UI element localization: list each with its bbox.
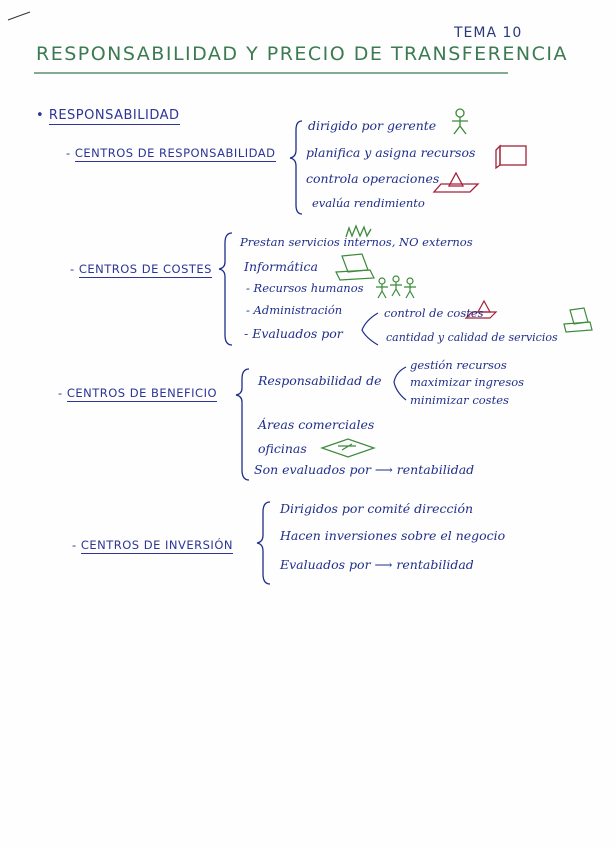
resp-item-2: planifica y asigna recursos bbox=[306, 145, 476, 160]
beneficio-resp-de: Responsabilidad de bbox=[258, 373, 382, 388]
centros-costes-label bbox=[70, 262, 212, 276]
dash: - bbox=[66, 146, 75, 160]
beneficio-item-3: Son evaluados por ⟶ rentabilidad bbox=[254, 462, 475, 477]
brace-beneficio bbox=[236, 369, 249, 480]
centros-inversion-text: CENTROS DE INVERSIÓN bbox=[80, 538, 233, 552]
people-icon bbox=[376, 276, 416, 298]
office-map-icon bbox=[322, 439, 374, 457]
centros-responsabilidad-text: CENTROS DE RESPONSABILIDAD bbox=[74, 146, 276, 160]
cone-icon bbox=[434, 173, 478, 192]
bullet: • bbox=[36, 108, 49, 123]
resp-item-3: controla operaciones bbox=[306, 171, 440, 186]
brace-resp-de bbox=[394, 367, 406, 400]
beneficio-sub-1: gestión recursos bbox=[410, 358, 507, 372]
main-heading-text: RESPONSABILIDAD bbox=[48, 108, 180, 123]
centros-beneficio-label bbox=[58, 386, 217, 400]
inversion-item-3: Evaluados por ⟶ rentabilidad bbox=[280, 557, 474, 572]
centros-responsabilidad-label bbox=[66, 146, 276, 160]
brace-evaluados bbox=[362, 313, 378, 345]
centros-costes-text: CENTROS DE COSTES bbox=[78, 262, 212, 276]
costes-eval-1: control de costes bbox=[384, 306, 484, 320]
dash: - bbox=[58, 386, 67, 400]
costes-item-5: - Evaluados por bbox=[244, 326, 343, 341]
beneficio-sub-2: maximizar ingresos bbox=[410, 375, 525, 389]
beneficio-sub-3: minimizar costes bbox=[410, 393, 509, 407]
beneficio-item-2: oficinas bbox=[258, 441, 307, 456]
costes-eval-2: cantidad y calidad de servicios bbox=[386, 331, 558, 344]
centros-inversion-label bbox=[72, 538, 233, 552]
costes-item-3: - Recursos humanos bbox=[246, 281, 364, 295]
brace-inversion bbox=[257, 502, 270, 584]
inversion-item-2: Hacen inversiones sobre el negocio bbox=[280, 528, 506, 543]
pen-mark bbox=[8, 12, 30, 20]
page-title: RESPONSABILIDAD Y PRECIO DE TRANSFERENCIA bbox=[36, 43, 568, 65]
main-heading bbox=[36, 108, 180, 123]
dash: - bbox=[72, 538, 81, 552]
brace-responsabilidad bbox=[290, 121, 302, 214]
costes-item-1: Prestan servicios internos, NO externos bbox=[240, 235, 473, 249]
centros-beneficio-text: CENTROS DE BENEFICIO bbox=[66, 386, 218, 400]
person-icon bbox=[452, 109, 468, 134]
computer-icon bbox=[336, 254, 374, 280]
resp-item-1: dirigido por gerente bbox=[308, 118, 437, 133]
brace-costes bbox=[219, 233, 232, 345]
beneficio-item-1: Áreas comerciales bbox=[258, 417, 375, 432]
costes-item-2: Informática bbox=[244, 259, 318, 274]
notebook-icon bbox=[496, 146, 526, 168]
dash: - bbox=[70, 262, 79, 276]
topic-number: TEMA 10 bbox=[454, 25, 523, 41]
costes-item-4: - Administración bbox=[246, 303, 343, 317]
small-computer-icon bbox=[564, 308, 592, 332]
resp-item-4: evalúa rendimiento bbox=[312, 196, 425, 210]
inversion-item-1: Dirigidos por comité dirección bbox=[280, 501, 474, 516]
